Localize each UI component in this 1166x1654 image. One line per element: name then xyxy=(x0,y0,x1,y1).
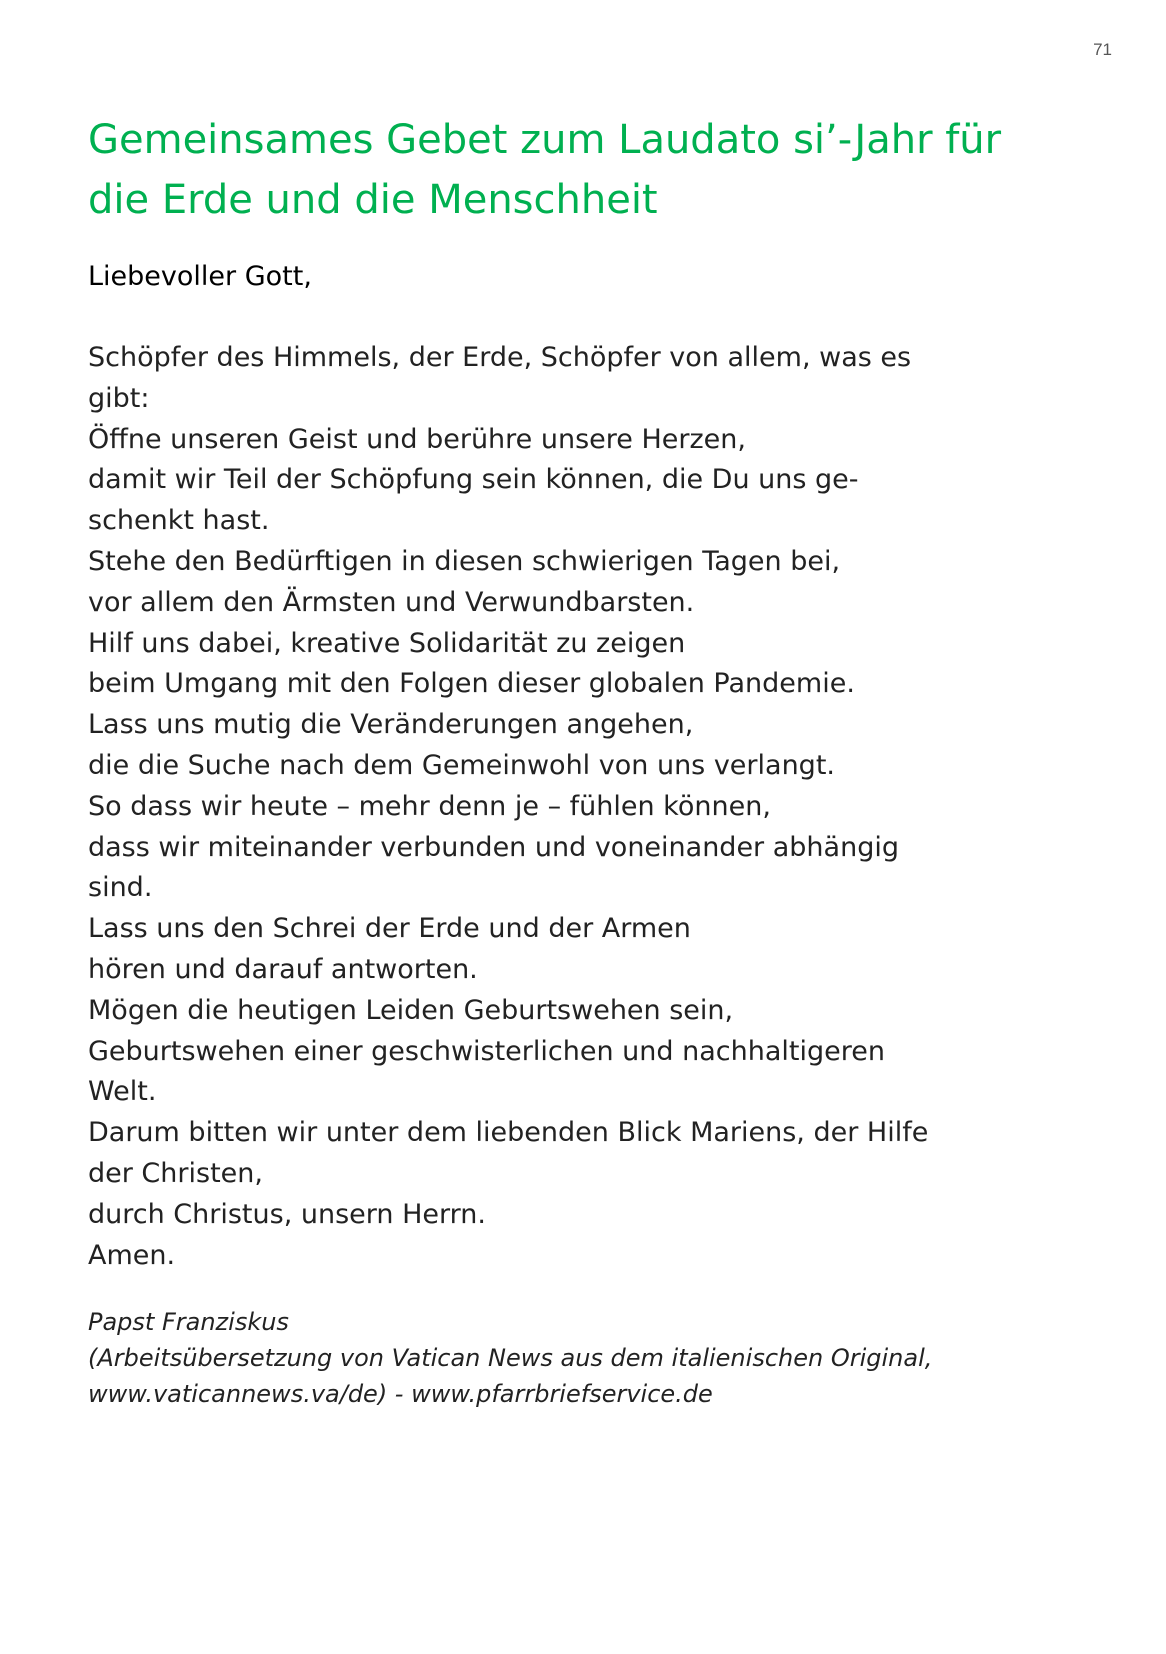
prayer-line: dass wir miteinander verbunden und voneinander abhängig xyxy=(88,831,899,863)
prayer-line: Lass uns den Schrei der Erde und der Armen xyxy=(88,913,691,945)
prayer-line: Geburtswehen einer geschwisterlichen und nachhaltigeren xyxy=(88,1035,885,1067)
prayer-line: Hilf uns dabei, kreative Solidarität zu zeigen xyxy=(88,627,686,659)
source-author: Papst Franziskus xyxy=(88,1308,289,1336)
prayer-line: So dass wir heute – mehr denn je – fühlen können, xyxy=(88,790,771,822)
prayer-line: Mögen die heutigen Leiden Geburtswehen sein, xyxy=(88,994,734,1026)
source-attribution xyxy=(88,1304,1098,1412)
prayer-line: Schöpfer des Himmels, der Erde, Schöpfer von allem, was es xyxy=(88,342,912,373)
prayer-line: Öffne unseren Geist und berühre unsere Herzen, xyxy=(88,423,746,455)
prayer-line: vor allem den Ärmsten und Verwundbarsten. xyxy=(88,586,695,618)
source-note-line: (Arbeitsübersetzung von Vatican News aus dem italienischen Original, xyxy=(88,1344,933,1372)
page-number: 71 xyxy=(1093,40,1112,59)
prayer-line: Darum bitten wir unter dem liebenden Blick Mariens, der Hilfe xyxy=(88,1117,929,1149)
prayer-line: durch Christus, unsern Herrn. xyxy=(88,1198,486,1230)
prayer-line: Welt. xyxy=(88,1076,157,1108)
prayer-line: Stehe den Bedürftigen in diesen schwierigen Tagen bei, xyxy=(88,545,841,577)
prayer-line: die die Suche nach dem Gemeinwohl von uns verlangt. xyxy=(88,749,835,781)
prayer-line: der Christen, xyxy=(88,1157,263,1189)
prayer-line: gibt: xyxy=(88,382,150,414)
prayer-line: hören und darauf antworten. xyxy=(88,953,478,985)
prayer-line: Amen. xyxy=(88,1239,176,1271)
prayer-text xyxy=(88,338,1088,1276)
salutation: Liebevoller Gott, xyxy=(88,261,312,292)
prayer-line: damit wir Teil der Schöpfung sein können, die Du uns ge- xyxy=(88,464,859,496)
page-title xyxy=(88,110,1098,230)
source-note-line: www.vaticannews.va/de) - www.pfarrbriefservice.de xyxy=(88,1380,713,1408)
page-title-line-2: die Erde und die Menschheit xyxy=(88,177,658,223)
page-title-line-1: Gemeinsames Gebet zum Laudato si’-Jahr für xyxy=(88,117,1002,163)
prayer-line: sind. xyxy=(88,872,153,904)
prayer-line: Lass uns mutig die Veränderungen angehen, xyxy=(88,709,694,741)
prayer-line: schenkt hast. xyxy=(88,505,270,537)
prayer-line: beim Umgang mit den Folgen dieser globalen Pandemie. xyxy=(88,668,855,700)
